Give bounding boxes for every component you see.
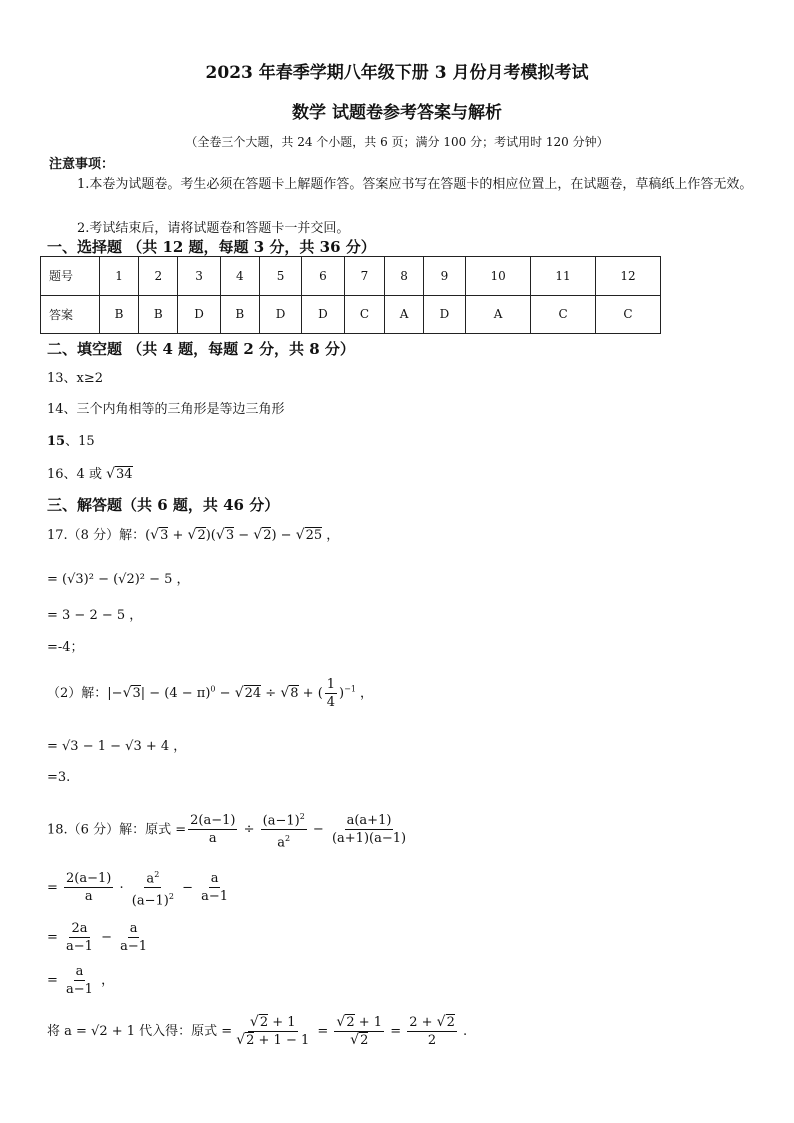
answer-16-radicand: 34 bbox=[116, 467, 133, 482]
answer-table bbox=[40, 256, 661, 334]
q18-step-2: = $\frac{2a}{a-1}$ − $\frac{a}{a-1}$ bbox=[47, 921, 148, 954]
q17-part2-step-1: = √3 − 1 − √3 + 4 ， bbox=[47, 739, 187, 754]
q17-part2-step-2: =3. bbox=[47, 770, 71, 785]
q17-expression bbox=[47, 524, 339, 543]
table-cell: 3 bbox=[178, 257, 220, 296]
table-cell: 10 bbox=[466, 257, 531, 296]
answer-16-text: 16、4 或 bbox=[47, 467, 107, 482]
table-cell: 2 bbox=[139, 257, 178, 296]
table-cell: A bbox=[466, 295, 531, 334]
table-cell: 7 bbox=[344, 257, 385, 296]
section3-heading: 三、解答题（共 6 题，共 46 分） bbox=[47, 496, 280, 514]
row-label-answer: 答案 bbox=[41, 295, 100, 334]
section1-heading: 一、选择题 （共 12 题，每题 3 分，共 36 分） bbox=[47, 238, 376, 256]
table-cell: 12 bbox=[596, 257, 661, 296]
table-cell: 4 bbox=[220, 257, 259, 296]
q17-step-3: =-4； bbox=[47, 640, 84, 655]
table-cell: A bbox=[385, 295, 424, 334]
table-row-answers bbox=[41, 295, 661, 334]
table-cell: B bbox=[100, 295, 139, 334]
exam-subtitle: 数学 试题卷参考答案与解析 bbox=[292, 103, 502, 123]
answer-15 bbox=[47, 430, 95, 449]
table-cell: D bbox=[178, 295, 220, 334]
answer-16: 16、4 或 √34 bbox=[47, 466, 133, 482]
answer-15-number: 15 bbox=[47, 434, 66, 449]
row-label-number: 题号 bbox=[41, 257, 100, 296]
table-cell: 1 bbox=[100, 257, 139, 296]
table-cell: 6 bbox=[302, 257, 344, 296]
q18-step-3: = $\frac{a}{a-1}$ ， bbox=[47, 964, 115, 997]
table-cell: D bbox=[302, 295, 344, 334]
q17-step-2: = 3 − 2 − 5 ， bbox=[47, 608, 143, 623]
table-cell: B bbox=[139, 295, 178, 334]
section2-heading: 二、填空题 （共 4 题，每题 2 分，共 8 分） bbox=[47, 340, 355, 358]
q18-substitution bbox=[47, 1014, 467, 1049]
table-cell: D bbox=[259, 295, 301, 334]
math-formula: (√3 + √2)(√3 − √2) − √25 ， bbox=[145, 527, 340, 543]
q18-step-1: = $\frac{2(a-1)}{a}$ · $\frac{a^2}{(a-1)^2}$ − $\frac{a}{a-1}$ bbox=[47, 866, 232, 910]
q18-label: 18.（6 分）解：原式 = bbox=[47, 822, 187, 838]
table-cell: D bbox=[423, 295, 465, 334]
table-cell: C bbox=[596, 295, 661, 334]
q17-step-1: = (√3)² − (√2)² − 5 ， bbox=[47, 572, 190, 587]
table-cell: C bbox=[531, 295, 596, 334]
table-cell: B bbox=[220, 295, 259, 334]
notice-item-1: 1.本卷为试题卷。考生必须在答题卡上解题作答。答案应书写在答题卡的相应位置上，在试题卷，草稿纸上作答无效。 bbox=[77, 177, 753, 192]
table-cell: 8 bbox=[385, 257, 424, 296]
q17-label: 17.（8 分）解： bbox=[47, 528, 146, 543]
math-formula: $\frac{2(a-1)}{a}$ ÷ $\frac{(a-1)^2}{a^2}$ − $\frac{a(a+1)}{(a+1)(a-1)}$ bbox=[186, 822, 410, 837]
notice-heading: 注意事项： bbox=[49, 157, 115, 172]
q18-expression bbox=[47, 808, 410, 852]
exam-title: 2023 年春季学期八年级下册 3 月份月考模拟考试 bbox=[205, 63, 589, 83]
answer-15-text: 、15 bbox=[65, 434, 95, 449]
exam-info: （全卷三个大题，共 24 个小题，共 6 页；满分 100 分；考试用时 120 分钟） bbox=[185, 135, 609, 149]
notice-item-2: 2.考试结束后，请将试题卷和答题卡一并交回。 bbox=[77, 221, 350, 236]
table-row-numbers bbox=[41, 257, 661, 296]
math-formula: $|-√3| - (4 - \pi)^0 - √24 \div √8$ + ( $\frac{1}{4}$ )$^{-1}$ ， bbox=[107, 677, 374, 710]
answer-14: 14、三个内角相等的三角形是等边三角形 bbox=[47, 402, 285, 417]
q17-part2-expression bbox=[47, 676, 373, 711]
table-cell: 11 bbox=[531, 257, 596, 296]
answer-13: 13、x≥2 bbox=[47, 371, 104, 386]
table-cell: C bbox=[344, 295, 385, 334]
math-formula: $\frac{√2 + 1}{√2 + 1 - 1}$ = $\frac{√2 + 1}{√2}$ = $\frac{2 + √2}{2}$ . bbox=[236, 1014, 468, 1048]
table-cell: 5 bbox=[259, 257, 301, 296]
q17-part2-label: （2）解： bbox=[47, 686, 108, 701]
q18-substitution-label: 将 a = √2 + 1 代入得：原式 = bbox=[47, 1024, 233, 1039]
table-cell: 9 bbox=[423, 257, 465, 296]
